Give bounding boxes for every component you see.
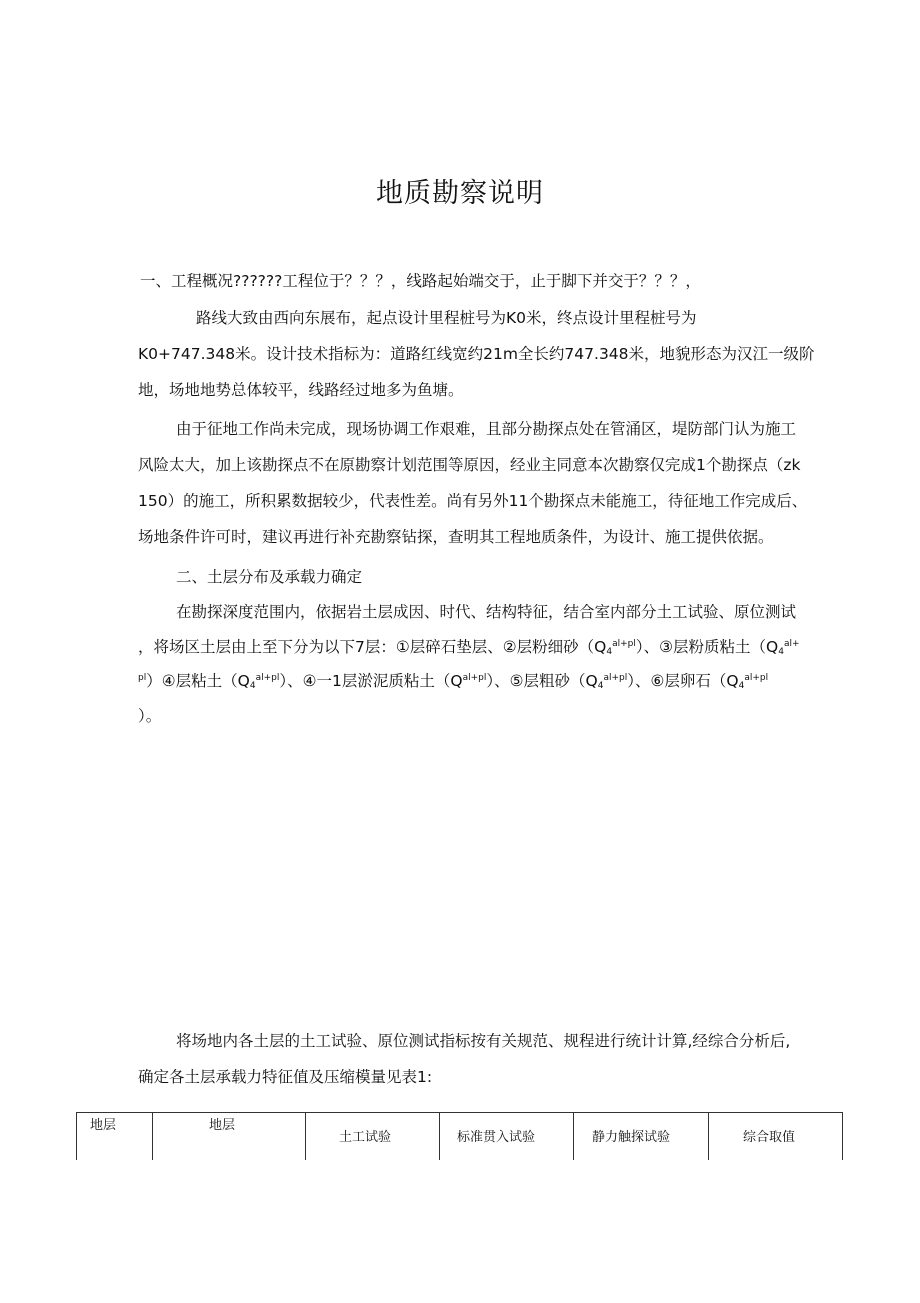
paragraph2-line1: 由于征地工作尚未完成，现场协调工作艰难，且部分勘探点处在管涌区，堤防部门认为施工 — [176, 420, 797, 438]
table-header-cell: 静力触探试验 — [592, 1130, 671, 1145]
superscript: al+pl — [612, 639, 636, 649]
table-header-cell: 标准贯入试验 — [457, 1130, 536, 1145]
paragraph2-line3: 150）的施工，所积累数据较少，代表性差。尚有另外11个勘探点未能施工，待征地工作完成后、 — [138, 492, 808, 510]
section1-line3: K0+747.348米。设计技术指标为：道路红线宽约21m全长约747.348米，地貌形态为汉江一级阶 — [138, 345, 815, 363]
superscript: al+pl — [603, 673, 628, 683]
subscript: 4 — [606, 647, 613, 657]
section2-line3-text-c: ）、⑤层粗砂（Q — [486, 672, 598, 690]
section2-line1: 在勘探深度范围内，依据岩土层成因、时代、结构特征，结合室内部分土工试验、原位测试 — [176, 603, 797, 621]
table-border — [708, 1113, 709, 1160]
section2-line2 — [138, 636, 800, 658]
subscript: 4 — [778, 647, 784, 657]
subscript: 4 — [738, 681, 745, 691]
section1-line1: 一、工程概况??????工程位于？？？，线路起始端交于，止于脚下并交于？？？， — [140, 272, 701, 290]
table-border — [152, 1113, 153, 1160]
paragraph2-line2: 风险太大，加上该勘探点不在原勘察计划范围等原因，经业主同意本次勘察仅完成1个勘探点（zk — [138, 456, 801, 474]
section1-line4: 地，场地地势总体较平，线路经过地多为鱼塘。 — [138, 381, 464, 399]
table-border — [305, 1113, 306, 1160]
table-border — [573, 1113, 574, 1160]
superscript: al+pl — [744, 673, 769, 683]
section2-line3-text-a: ）④层粘土（Q — [146, 672, 250, 690]
superscript: pl — [138, 673, 147, 683]
table-header-cell: 地层 — [209, 1118, 236, 1133]
section2-line2-text-a: ，将场区土层由上至下分为以下7层：①层碎石垫层、②层粉细砂（Q — [138, 638, 607, 656]
table-header-cell: 综合取值 — [743, 1130, 796, 1145]
superscript: al+ — [783, 639, 800, 649]
table-border — [76, 1113, 77, 1160]
superscript: al+pl — [462, 673, 487, 683]
subscript: 4 — [597, 681, 604, 691]
section2-line2-text-b: ）、③层粉质粘土（Q — [635, 638, 779, 656]
table-header-cell: 地层 — [90, 1118, 117, 1133]
statistics-line1: 将场地内各土层的土工试验、原位测试指标按有关规范、规程进行统计计算,经综合分析后, — [176, 1032, 791, 1050]
page-title: 地质勘察说明 — [376, 178, 544, 209]
table-border — [842, 1113, 843, 1160]
section2-line3 — [138, 670, 768, 692]
section2-line3-text-b: ）、④一1层淤泥质粘土（Q — [279, 672, 463, 690]
superscript: al+pl — [255, 673, 280, 683]
section2-line4: ）。 — [138, 707, 162, 725]
subscript: 4 — [249, 681, 256, 691]
section2-line3-text-d: ）、⑥层卵石（Q — [627, 672, 739, 690]
table-header-cell: 土工试验 — [339, 1130, 392, 1145]
paragraph2-line4: 场地条件许可时，建议再进行补充勘察钻探，查明其工程地质条件，为设计、施工提供依据。 — [138, 528, 774, 546]
strata-table — [76, 1112, 843, 1160]
section2-heading: 二、土层分布及承载力确定 — [176, 568, 363, 586]
statistics-line2: 确定各土层承载力特征值及压缩模量见表1: — [138, 1068, 433, 1086]
section1-line2: 路线大致由西向东展布，起点设计里程桩号为K0米，终点设计里程桩号为 — [196, 309, 697, 327]
table-border — [439, 1113, 440, 1160]
